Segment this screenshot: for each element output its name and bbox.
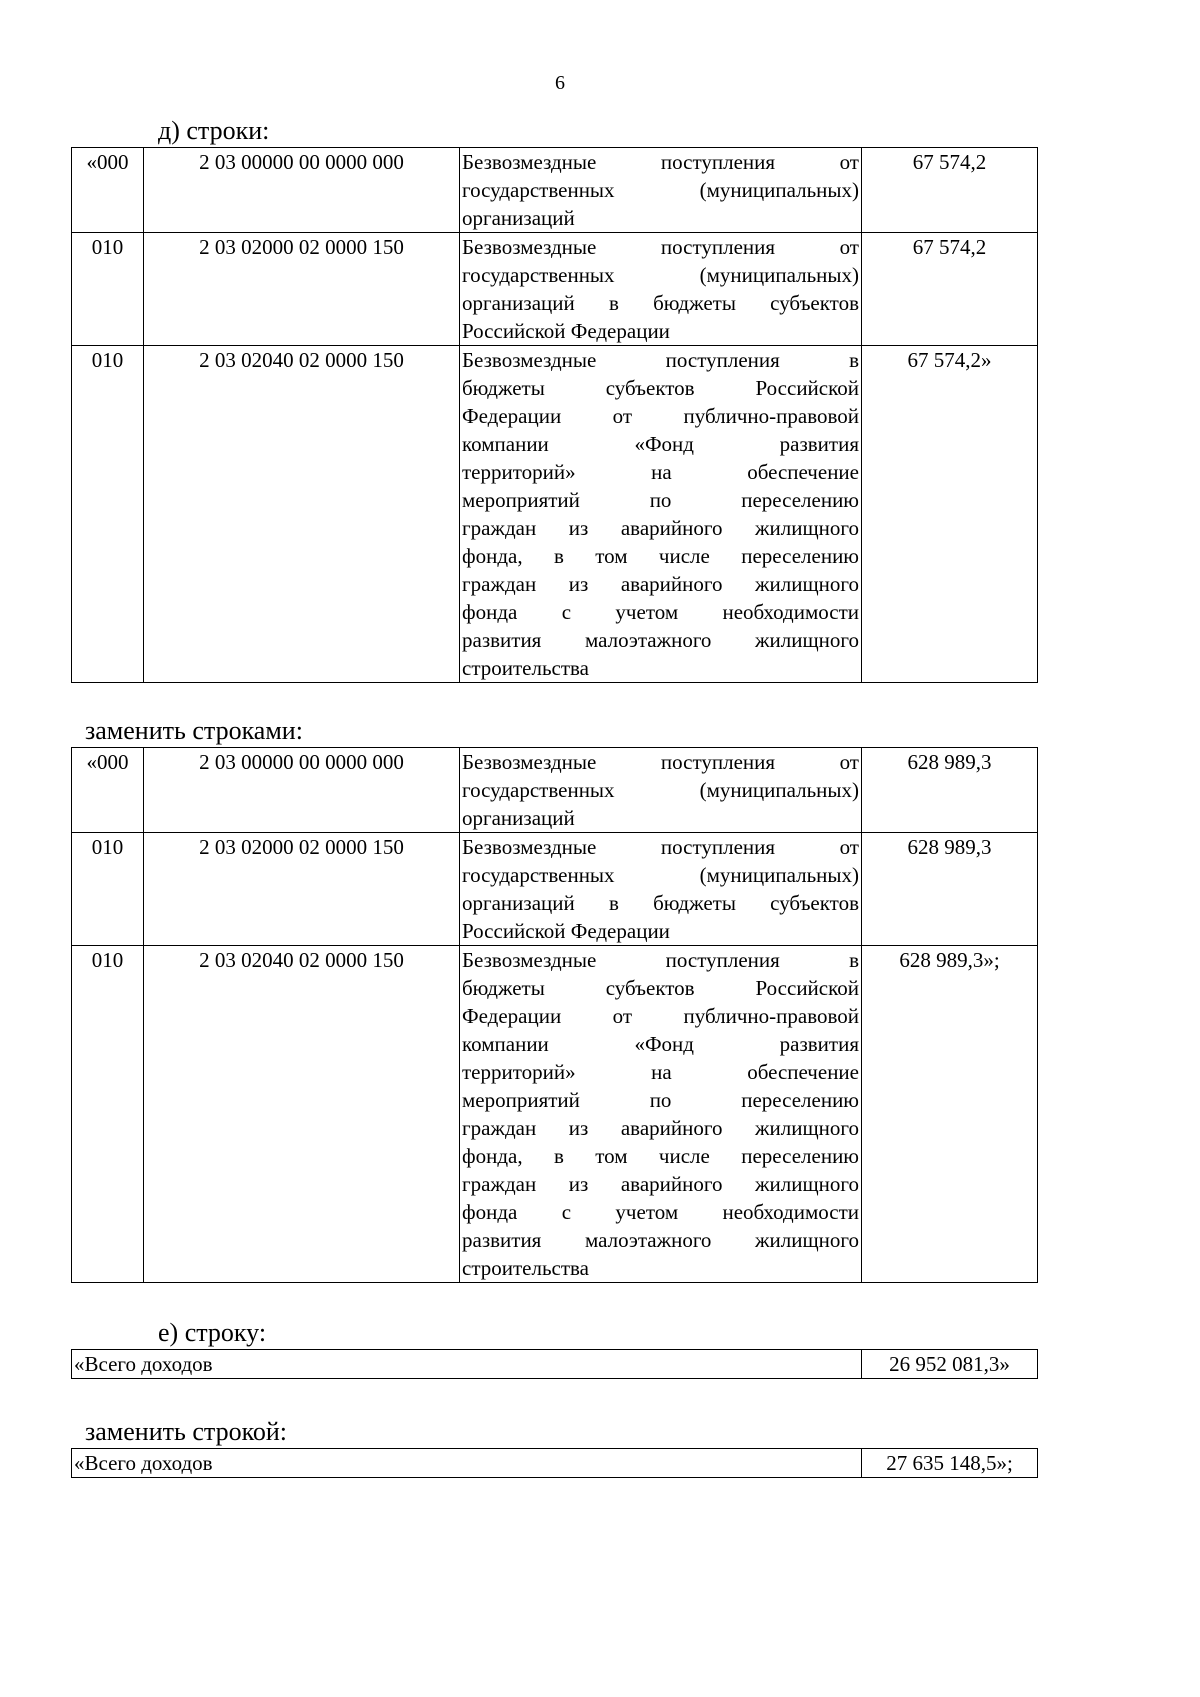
row-name-line: строительства bbox=[462, 656, 590, 680]
row-name bbox=[460, 748, 862, 833]
row-name-line: граждан из аварийного жилищного bbox=[462, 1172, 859, 1196]
row-kbk: 2 03 02000 02 0000 150 bbox=[144, 833, 460, 946]
row-name-line: Безвозмездные поступления от bbox=[462, 150, 859, 174]
row-name bbox=[460, 233, 862, 346]
row-code: 010 bbox=[72, 233, 144, 346]
row-name-line: развития малоэтажного жилищного bbox=[462, 628, 859, 652]
row-kbk: 2 03 00000 00 0000 000 bbox=[144, 748, 460, 833]
row-name-line: мероприятий по переселению bbox=[462, 1088, 859, 1112]
total-sum: 26 952 081,3» bbox=[862, 1350, 1038, 1379]
section-e-replace-heading: заменить строкой: bbox=[85, 1417, 288, 1446]
row-name bbox=[460, 148, 862, 233]
row-sum: 67 574,2» bbox=[862, 346, 1038, 683]
table-row bbox=[72, 833, 1038, 946]
row-code: 010 bbox=[72, 833, 144, 946]
total-row bbox=[72, 1449, 1038, 1478]
row-kbk: 2 03 00000 00 0000 000 bbox=[144, 148, 460, 233]
section-d-replace-heading: заменить строками: bbox=[85, 716, 303, 745]
section-d-rows bbox=[72, 148, 1038, 683]
table-row bbox=[72, 946, 1038, 1283]
row-name-line: организаций bbox=[462, 206, 575, 230]
row-name-line: фонда с учетом необходимости bbox=[462, 1200, 859, 1224]
row-name-line: организаций bbox=[462, 806, 575, 830]
row-name-line: фонда, в том числе переселению bbox=[462, 544, 859, 568]
table-row bbox=[72, 148, 1038, 233]
row-name-line: бюджеты субъектов Российской bbox=[462, 976, 859, 1000]
row-name-line: строительства bbox=[462, 1256, 590, 1280]
row-sum: 628 989,3 bbox=[862, 748, 1038, 833]
total-label: «Всего доходов bbox=[72, 1449, 862, 1478]
section-d-replace-table bbox=[71, 747, 1038, 1283]
row-code: «000 bbox=[72, 148, 144, 233]
total-label: «Всего доходов bbox=[72, 1350, 862, 1379]
row-sum: 67 574,2 bbox=[862, 233, 1038, 346]
table-row bbox=[72, 346, 1038, 683]
row-name-line: Российской Федерации bbox=[462, 919, 670, 943]
row-name bbox=[460, 346, 862, 683]
row-name-line: Федерации от публично-правовой bbox=[462, 404, 859, 428]
row-name-line: компании «Фонд развития bbox=[462, 432, 859, 456]
row-name-line: организаций в бюджеты субъектов bbox=[462, 891, 859, 915]
row-name-line: развития малоэтажного жилищного bbox=[462, 1228, 859, 1252]
row-name bbox=[460, 946, 862, 1283]
row-name-line: Безвозмездные поступления от bbox=[462, 835, 859, 859]
row-name-line: Безвозмездные поступления от bbox=[462, 750, 859, 774]
row-sum: 67 574,2 bbox=[862, 148, 1038, 233]
row-name-line: организаций в бюджеты субъектов bbox=[462, 291, 859, 315]
section-d-replace-rows bbox=[72, 748, 1038, 1283]
row-name-line: территорий» на обеспечение bbox=[462, 1060, 859, 1084]
row-name-line: государственных (муниципальных) bbox=[462, 863, 859, 887]
row-kbk: 2 03 02040 02 0000 150 bbox=[144, 946, 460, 1283]
row-name-line: компании «Фонд развития bbox=[462, 1032, 859, 1056]
row-name-line: граждан из аварийного жилищного bbox=[462, 1116, 859, 1140]
total-row bbox=[72, 1350, 1038, 1379]
section-d-table bbox=[71, 147, 1038, 683]
section-e-table bbox=[71, 1349, 1038, 1379]
row-name-line: Федерации от публично-правовой bbox=[462, 1004, 859, 1028]
section-e-heading: е) строку: bbox=[158, 1318, 267, 1347]
row-name-line: Безвозмездные поступления в bbox=[462, 948, 859, 972]
row-kbk: 2 03 02040 02 0000 150 bbox=[144, 346, 460, 683]
row-name-line: фонда с учетом необходимости bbox=[462, 600, 859, 624]
row-code: «000 bbox=[72, 748, 144, 833]
page-number: 6 bbox=[555, 72, 565, 94]
row-name bbox=[460, 833, 862, 946]
row-name-line: территорий» на обеспечение bbox=[462, 460, 859, 484]
row-name-line: мероприятий по переселению bbox=[462, 488, 859, 512]
row-code: 010 bbox=[72, 946, 144, 1283]
row-sum: 628 989,3»; bbox=[862, 946, 1038, 1283]
section-d-heading: д) строки: bbox=[158, 116, 270, 145]
row-name-line: государственных (муниципальных) bbox=[462, 263, 859, 287]
row-name-line: государственных (муниципальных) bbox=[462, 778, 859, 802]
total-sum: 27 635 148,5»; bbox=[862, 1449, 1038, 1478]
row-name-line: государственных (муниципальных) bbox=[462, 178, 859, 202]
table-row bbox=[72, 233, 1038, 346]
table-row bbox=[72, 748, 1038, 833]
row-name-line: граждан из аварийного жилищного bbox=[462, 572, 859, 596]
row-name-line: Безвозмездные поступления в bbox=[462, 348, 859, 372]
row-kbk: 2 03 02000 02 0000 150 bbox=[144, 233, 460, 346]
row-sum: 628 989,3 bbox=[862, 833, 1038, 946]
row-code: 010 bbox=[72, 346, 144, 683]
row-name-line: граждан из аварийного жилищного bbox=[462, 516, 859, 540]
section-e-replace-table bbox=[71, 1448, 1038, 1478]
row-name-line: бюджеты субъектов Российской bbox=[462, 376, 859, 400]
row-name-line: Российской Федерации bbox=[462, 319, 670, 343]
row-name-line: фонда, в том числе переселению bbox=[462, 1144, 859, 1168]
row-name-line: Безвозмездные поступления от bbox=[462, 235, 859, 259]
